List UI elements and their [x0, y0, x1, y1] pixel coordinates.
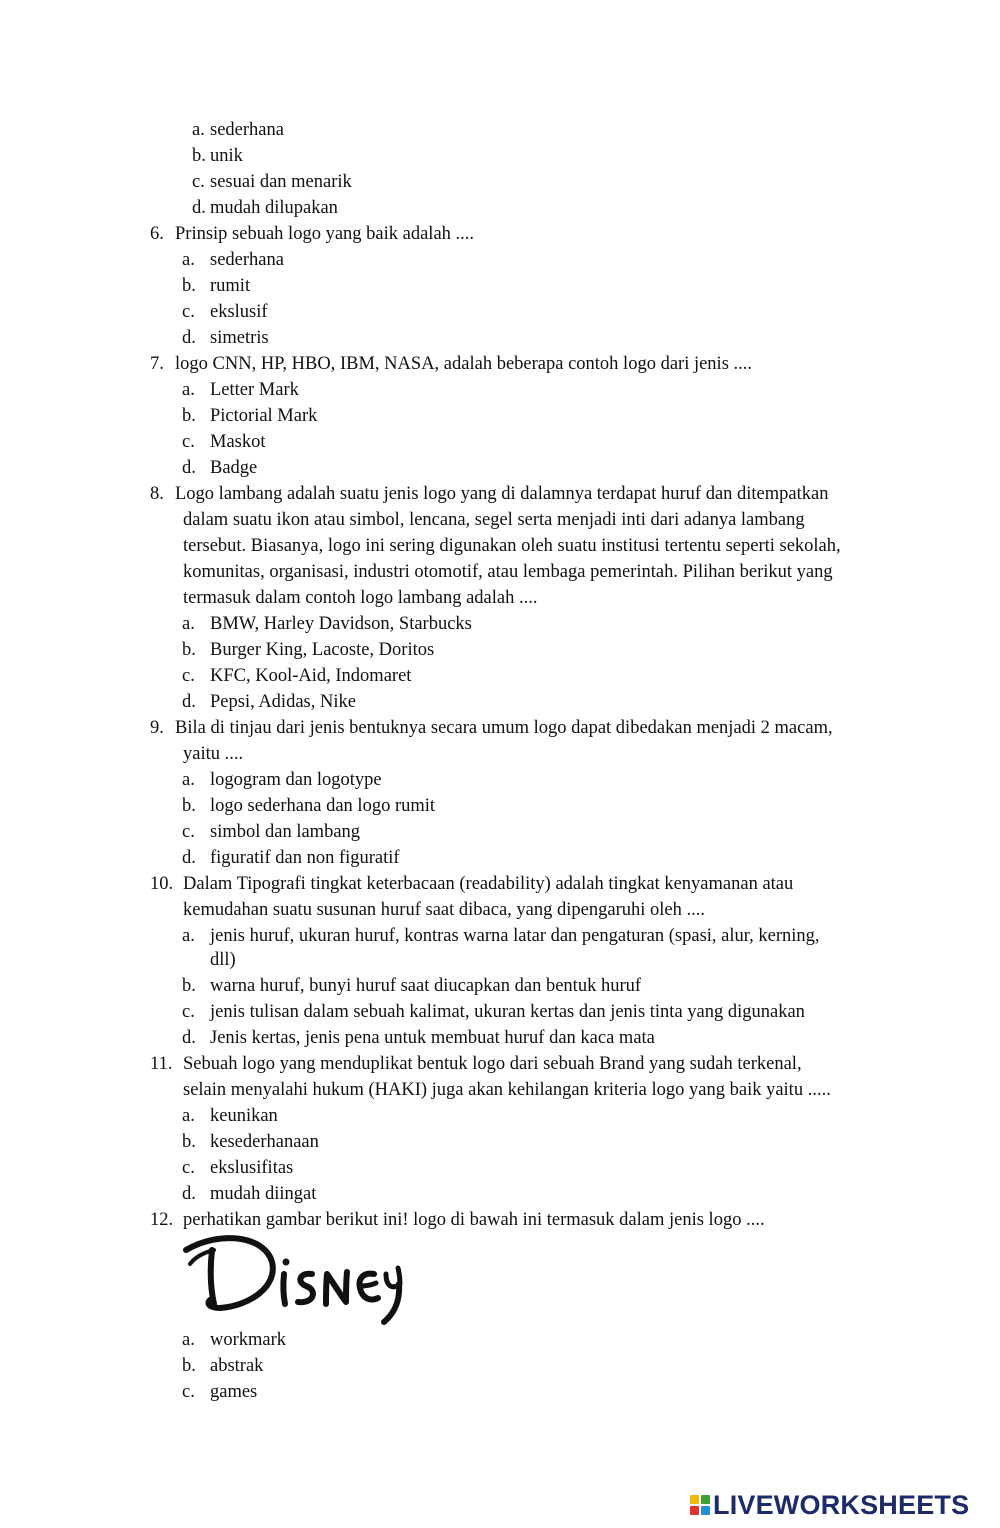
option-text: KFC, Kool-Aid, Indomaret: [210, 666, 412, 686]
option-text: abstrak: [210, 1356, 264, 1376]
question-text: Prinsip sebuah logo yang baik adalah ....: [175, 224, 475, 244]
option-label: a.: [182, 770, 195, 790]
question-text: Logo lambang adalah suatu jenis logo yang di dalamnya terdapat huruf dan ditempatkan: [175, 484, 829, 504]
option-label: d.: [182, 692, 196, 712]
option-text: Letter Mark: [210, 380, 299, 400]
question-number: 10.: [150, 874, 174, 894]
option-text: Jenis kertas, jenis pena untuk membuat huruf dan kaca mata: [210, 1028, 655, 1048]
brand-logo-icon: [690, 1495, 710, 1515]
option-label: b.: [182, 1132, 196, 1152]
option-text: ekslusif: [210, 302, 268, 322]
brand-name: LIVEWORKSHEETS: [713, 1489, 970, 1520]
question-number: 7.: [150, 354, 164, 374]
option-text: Badge: [210, 458, 258, 478]
option-label: c.: [182, 1158, 195, 1178]
option-label: b.: [192, 146, 206, 166]
option-label: a.: [182, 250, 195, 270]
option-label: c.: [182, 666, 195, 686]
question-text: dalam suatu ikon atau simbol, lencana, segel serta menjadi inti dari adanya lambang: [183, 510, 805, 530]
option-label: c.: [182, 432, 195, 452]
option-text: figuratif dan non figuratif: [210, 848, 400, 868]
option-label: b.: [182, 1356, 196, 1376]
option-text: unik: [210, 146, 243, 166]
option-label: d.: [182, 1184, 196, 1204]
option-text: jenis huruf, ukuran huruf, kontras warna latar dan pengaturan (spasi, alur, kerning,: [210, 926, 820, 946]
option-text: workmark: [210, 1330, 287, 1350]
option-label: c.: [182, 302, 195, 322]
question-text: logo CNN, HP, HBO, IBM, NASA, adalah beberapa contoh logo dari jenis ....: [175, 354, 753, 374]
option-label: d.: [182, 848, 196, 868]
brand-block-e: [701, 1506, 710, 1515]
option-text: logogram dan logotype: [210, 770, 382, 790]
question-text: yaitu ....: [183, 744, 244, 764]
option-label: a.: [192, 120, 205, 140]
option-label: a.: [182, 1106, 195, 1126]
option-label: b.: [182, 640, 196, 660]
option-text: games: [210, 1382, 258, 1402]
option-label: b.: [182, 406, 196, 426]
question-number: 6.: [150, 224, 164, 244]
question-text: komunitas, organisasi, industri otomotif, atau lembaga pemerintah. Pilihan berikut yang: [183, 562, 833, 582]
question-text: Bila di tinjau dari jenis bentuknya secara umum logo dapat dibedakan menjadi 2 macam,: [175, 718, 833, 738]
disney-logo-image: [180, 1228, 405, 1328]
option-text: ekslusifitas: [210, 1158, 294, 1178]
option-text: Pictorial Mark: [210, 406, 318, 426]
option-text: simetris: [210, 328, 269, 348]
option-label: d.: [182, 328, 196, 348]
option-text: jenis tulisan dalam sebuah kalimat, ukuran kertas dan jenis tinta yang digunakan: [210, 1002, 805, 1022]
option-label: d.: [182, 1028, 196, 1048]
question-text: perhatikan gambar berikut ini! logo di bawah ini termasuk dalam jenis logo ....: [183, 1210, 765, 1230]
question-text: Sebuah logo yang menduplikat bentuk logo dari sebuah Brand yang sudah terkenal,: [183, 1054, 802, 1074]
option-label: a.: [182, 614, 195, 634]
question-text: Dalam Tipografi tingkat keterbacaan (readability) adalah tingkat kenyamanan atau: [183, 874, 794, 894]
question-text: selain menyalahi hukum (HAKI) juga akan kehilangan kriteria logo yang baik yaitu .....: [183, 1080, 831, 1100]
option-text: mudah dilupakan: [210, 198, 338, 218]
option-text: Pepsi, Adidas, Nike: [210, 692, 356, 712]
option-text: kesederhanaan: [210, 1132, 319, 1152]
option-label: a.: [182, 926, 195, 946]
brand-block-i: [701, 1495, 710, 1504]
option-label: c.: [182, 822, 195, 842]
option-text: keunikan: [210, 1106, 278, 1126]
option-text: sesuai dan menarik: [210, 172, 352, 192]
liveworksheets-brand[interactable]: [690, 1488, 969, 1522]
option-text: Burger King, Lacoste, Doritos: [210, 640, 435, 660]
option-text: Maskot: [210, 432, 266, 452]
question-text: termasuk dalam contoh logo lambang adalah ....: [183, 588, 538, 608]
option-text: logo sederhana dan logo rumit: [210, 796, 436, 816]
option-text: sederhana: [210, 120, 284, 140]
option-text: rumit: [210, 276, 251, 296]
option-text: warna huruf, bunyi huruf saat diucapkan dan bentuk huruf: [210, 976, 642, 996]
question-number: 12.: [150, 1210, 174, 1230]
option-label: a.: [182, 1330, 195, 1350]
question-number: 11.: [150, 1054, 173, 1074]
option-label: b.: [182, 976, 196, 996]
option-text: simbol dan lambang: [210, 822, 361, 842]
option-label: b.: [182, 276, 196, 296]
question-text: kemudahan suatu susunan huruf saat dibaca, yang dipengaruhi oleh ....: [183, 900, 705, 920]
question-number: 8.: [150, 484, 164, 504]
option-label: c.: [182, 1382, 195, 1402]
brand-block-v: [690, 1506, 699, 1515]
option-label: d.: [182, 458, 196, 478]
option-text: mudah diingat: [210, 1184, 317, 1204]
option-label: b.: [182, 796, 196, 816]
option-label: d.: [192, 198, 206, 218]
option-text: sederhana: [210, 250, 284, 270]
option-text: BMW, Harley Davidson, Starbucks: [210, 614, 472, 634]
brand-block-l: [690, 1495, 699, 1504]
option-label: a.: [182, 380, 195, 400]
option-label: c.: [182, 1002, 195, 1022]
option-text: dll): [210, 950, 236, 970]
question-text: tersebut. Biasanya, logo ini sering digunakan oleh suatu institusi tertentu seperti sekolah,: [183, 536, 841, 556]
option-label: c.: [192, 172, 205, 192]
question-number: 9.: [150, 718, 164, 738]
